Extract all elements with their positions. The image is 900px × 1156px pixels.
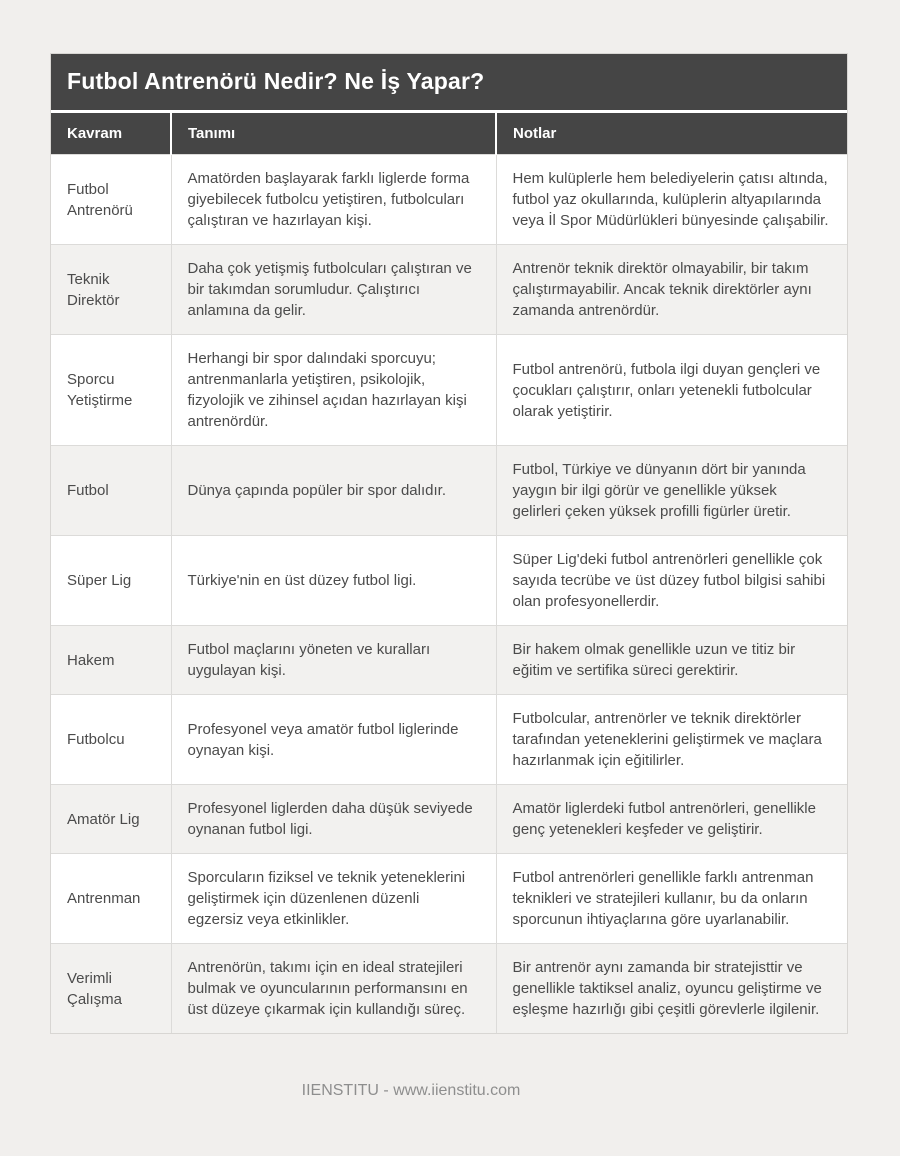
concept-table [51,113,847,1033]
table-body [51,155,847,1034]
table-row [51,446,847,536]
footer-credit: IIENSTITU - www.iienstitu.com [301,1082,521,1099]
tanim-cell: Profesyonel liglerden daha düşük seviyede oynanan futbol ligi. [171,785,496,854]
kavram-cell: Futbolcu [51,695,171,785]
notlar-cell: Hem kulüplerle hem belediyelerin çatısı altında, futbol yaz okullarında, kulüplerin altyapılarında veya İl Spor Müdürlükleri bünyesinde çalışabilir. [496,155,847,245]
table-row [51,626,847,695]
tanim-cell: Herhangi bir spor dalındaki sporcuyu; antrenmanlarla yetiştiren, psikolojik, fizyolojik ve zihinsel açıdan hazırlayan kişi antrenördür. [171,335,496,446]
tanim-cell: Profesyonel veya amatör futbol liglerinde oynayan kişi. [171,695,496,785]
column-header-kavram: Kavram [51,113,171,155]
tanim-cell: Sporcuların fiziksel ve teknik yeteneklerini geliştirmek için düzenlenen düzenli egzersiz veya etkinlikler. [171,854,496,944]
kavram-cell: Sporcu Yetiştirme [51,335,171,446]
tanim-cell: Türkiye'nin en üst düzey futbol ligi. [171,536,496,626]
notlar-cell: Antrenör teknik direktör olmayabilir, bir takım çalıştırmayabilir. Ancak teknik direktörler aynı zamanda antrenördür. [496,245,847,335]
table-row [51,785,847,854]
notlar-cell: Futbol, Türkiye ve dünyanın dört bir yanında yaygın bir ilgi görür ve genellikle yüksek gelirleri çeken yüksek profilli figürler üretir. [496,446,847,536]
tanim-cell: Futbol maçlarını yöneten ve kuralları uygulayan kişi. [171,626,496,695]
table-row [51,335,847,446]
notlar-cell: Bir antrenör aynı zamanda bir stratejisttir ve genellikle taktiksel analiz, oyuncu geliştirme ve eşleşme hazırlığı gibi çeşitli görevlerle ilgilenir. [496,944,847,1034]
page-title: Futbol Antrenörü Nedir? Ne İş Yapar? [51,54,847,113]
table-row [51,695,847,785]
kavram-cell: Futbol Antrenörü [51,155,171,245]
kavram-cell: Süper Lig [51,536,171,626]
kavram-cell: Antrenman [51,854,171,944]
tanim-cell: Dünya çapında popüler bir spor dalıdır. [171,446,496,536]
table-row [51,536,847,626]
notlar-cell: Futbolcular, antrenörler ve teknik direktörler tarafından yeteneklerini geliştirmek ve maçlara hazırlanmak için eğitilirler. [496,695,847,785]
column-header-notlar: Notlar [496,113,847,155]
table-header-row [51,113,847,155]
table-row [51,155,847,245]
kavram-cell: Amatör Lig [51,785,171,854]
kavram-cell: Teknik Direktör [51,245,171,335]
notlar-cell: Bir hakem olmak genellikle uzun ve titiz bir eğitim ve sertifika süreci gerektirir. [496,626,847,695]
concept-table-card [50,53,848,1034]
kavram-cell: Verimli Çalışma [51,944,171,1034]
table-row [51,854,847,944]
table-row [51,944,847,1034]
notlar-cell: Futbol antrenörü, futbola ilgi duyan gençleri ve çocukları çalıştırır, onları yetenekli futbolcular olarak yetiştirir. [496,335,847,446]
notlar-cell: Amatör liglerdeki futbol antrenörleri, genellikle genç yetenekleri keşfeder ve geliştirir. [496,785,847,854]
notlar-cell: Süper Lig'deki futbol antrenörleri genellikle çok sayıda tecrübe ve üst düzey futbol bilgisi sahibi olan profesyonellerdir. [496,536,847,626]
tanim-cell: Antrenörün, takımı için en ideal stratejileri bulmak ve oyuncularının performansını en üst düzeye çıkarmak için kullandığı süreç. [171,944,496,1034]
table-row [51,245,847,335]
tanim-cell: Daha çok yetişmiş futbolcuları çalıştıran ve bir takımdan sorumludur. Çalıştırıcı anlamına da gelir. [171,245,496,335]
kavram-cell: Futbol [51,446,171,536]
tanim-cell: Amatörden başlayarak farklı liglerde forma giyebilecek futbolcu yetiştiren, futbolcuları çalıştıran ve hazırlayan kişi. [171,155,496,245]
kavram-cell: Hakem [51,626,171,695]
notlar-cell: Futbol antrenörleri genellikle farklı antrenman teknikleri ve stratejileri kullanır, bu da onların sporcunun ihtiyaçlarına göre uyarlanabilir. [496,854,847,944]
column-header-tanimi: Tanımı [171,113,496,155]
